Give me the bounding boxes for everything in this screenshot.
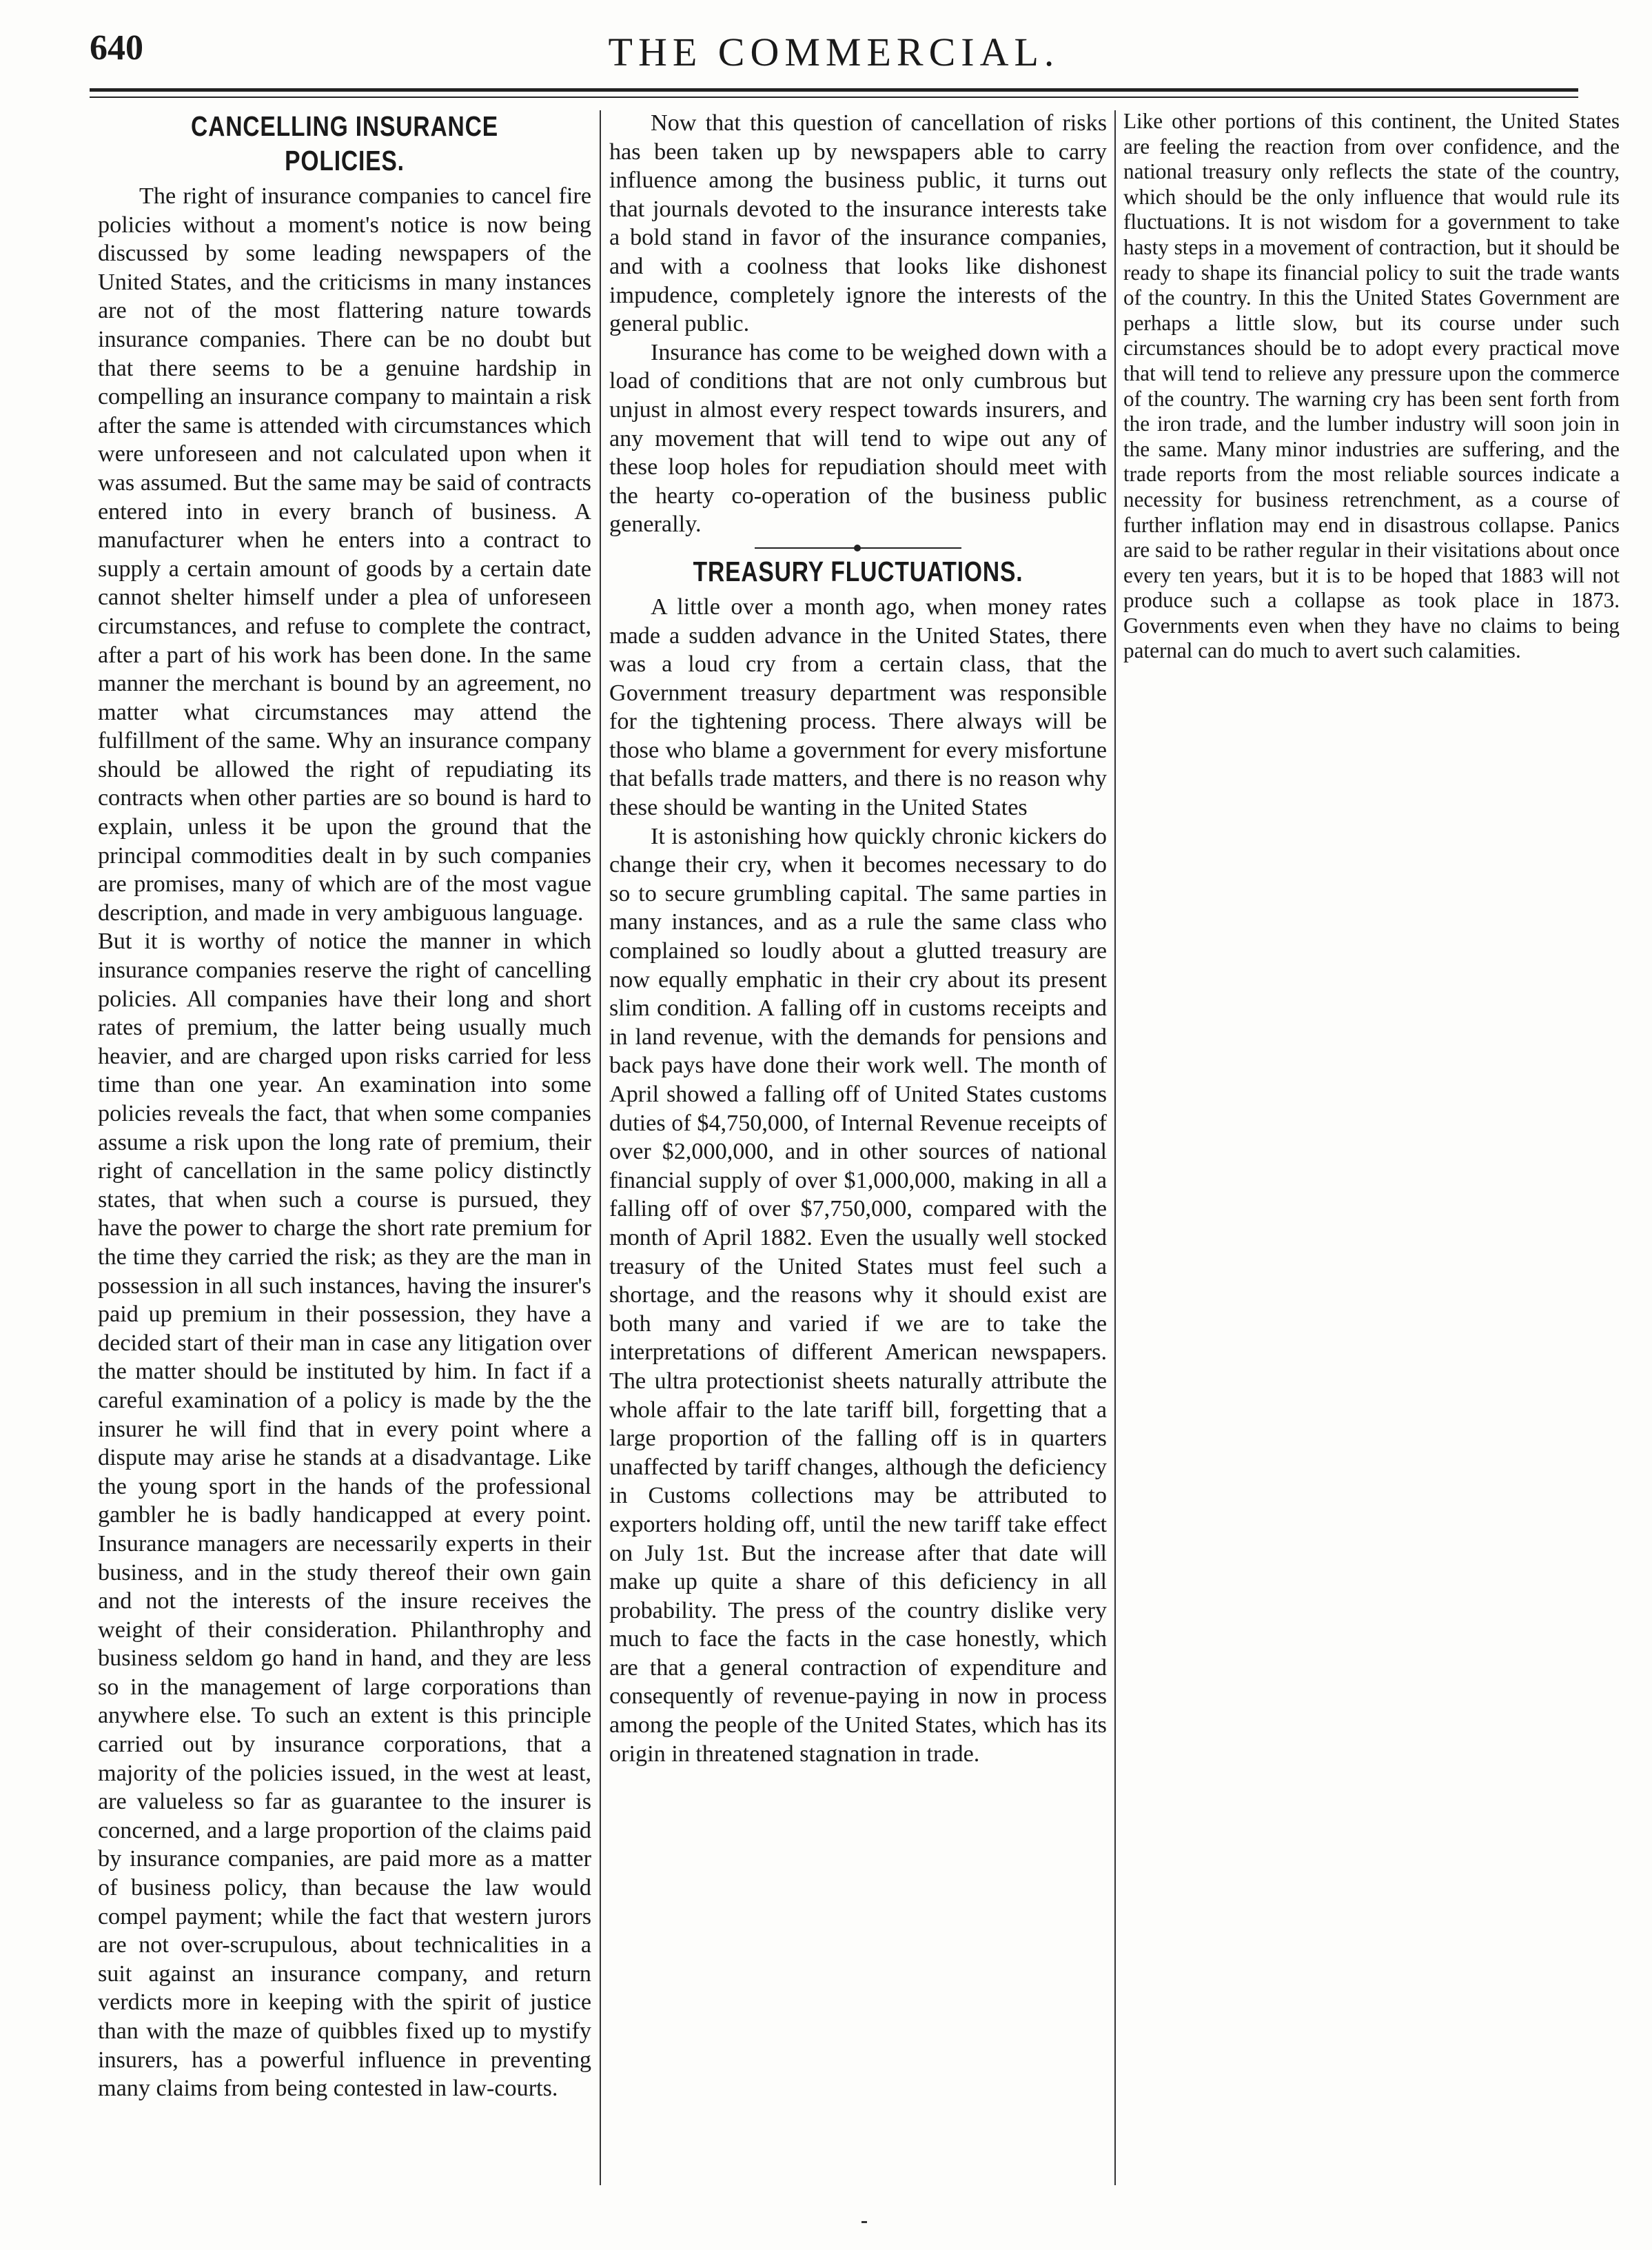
column-divider (600, 110, 601, 2185)
publication-title: THE COMMERCIAL. (608, 30, 1060, 74)
article-headline: TREASURY FLUCTUATIONS. (693, 555, 1023, 587)
article-headline: CANCELLING INSURANCE POLICIES. (190, 110, 499, 176)
column-2 (609, 109, 1107, 2184)
article-paragraph: But it is worthy of notice the manner in which insurance companies reserve the right of cancelling policies. All companies have their long and short rates of premium, the latter being usually much heavier, and are charged upon risks carried for less time than one year. An examination into some policies reveals the fact, that when some companies assume a risk upon the long rate of premium, their right of cancellation in the same policy distinctly states, that when such a course is pursued, they have the power to charge the short rate premium for the time they carried the risk; as they are the man in possession in all such instances, having the insurer's paid up premium in their possession, they have a decided start of their man in case any litigation over the matter should be instituted by him. In fact if a careful examination of a policy is made by the the insurer he will find that in every point where a dispute may arise he stands at a disadvantage. Like the young sport in the hands of the professional gambler he is badly handicapped at every point. Insurance managers are necessarily experts in their business, and in the study thereof their own gain and not the interests of the insure receives the weight of their consideration. Philanthrophy and business seldom go hand in hand, and they are less so in the management of large corporations than anywhere else. To such an extent is this principle carried out by insurance corporations, that a majority of the policies issued, in the west at least, are valueless so far as guarantee to the insurer is concerned, and a large proportion of the claims paid by insurance companies, are paid more as a matter of business policy, than because the law would compel payment; while the fact that western jurors are not over-scrupulous, about technicalities in a suit against an insurance company, and return verdicts more in keeping with the spirit of justice than with the maze of quibbles fixed up to mystify insurers, has a powerful influence in preventing many claims from being contested in law-courts. (98, 929, 591, 2102)
article-paragraph: It is astonishing how quickly chronic kickers do change their cry, when it becomes necessary to do so to secure grumbling capital. The same parties in many instances, and as a rule the same class who complained so loudly about a glutted treasury are now equally emphatic in their cry about its present slim condition. A falling off in customs receipts and in land revenue, with the demands for pensions and back pays have done their work well. The month of April showed a falling off of United States customs duties of $4,750,000, of Internal Revenue receipts of over $2,000,000, and in other sources of national financial supply of over $1,000,000, making in all a falling off of over $7,750,000, compared with the month of April 1882. Even the usually well stocked treasury of the United States must feel such a shortage, and the reasons why it should exist are both many and varied if we are to take the interpretations of different American newspapers. The ultra protectionist sheets naturally attribute the whole affair to the late tariff bill, forgetting that a large proportion of the falling off is in quarters unaffected by tariff changes, although the deficiency in Customs collections may be attributed to exporters holding off, until the new tariff take effect on July 1st. But the increase after that date will make up quite a share of this deficiency in all probability. The press of the country dislike very much to face the facts in the case honestly, which are that a general contraction of expenditure and consequently of revenue-paying in now in process among the people of the United States, which has its origin in threatened stagnation in trade. (609, 823, 1107, 1767)
header-rule (90, 88, 1578, 92)
page-header (90, 21, 1578, 97)
column-divider (1114, 110, 1116, 2185)
header-rule-thin (90, 97, 1578, 98)
column-1 (98, 109, 591, 2184)
article-paragraph: A little over a month ago, when money rates made a sudden advance in the United States, there was a loud cry from a certain class, that the Government treasury department was responsible for the tightening process. There always will be those who blame a government for every misfortune that befalls trade matters, and there is no reason why these should be wanting in the United States (609, 594, 1107, 821)
article-paragraph: Like other portions of this continent, the United States are feeling the reaction from over confidence, and the national treasury only reflects the state of the country, which should be the only influence that would rule its fluctuations. It is not wisdom for a government to take hasty steps in a movement of contraction, but it should be ready to shape its financial policy to suit the trade wants of the country. In this the United States Government are perhaps a little slow, but its course under such circumstances should be to adopt every practical move that will tend to relieve any pressure upon the commerce of the country. The warning cry has been sent forth from the iron trade, and the lumber industry will soon join in the same. Many minor industries are suffering, and the trade reports from the most reliable sources indicate a necessity for business retrenchment, as a course of further inflation may end in disastrous collapse. Panics are said to be rather regular in their visitations about once every ten years, but it is to be hoped that 1883 will not produce such a collapse as took place in 1873. Governments even when they have no claims to being paternal can do much to avert such calamities. (1123, 109, 1620, 663)
article-paragraph: Insurance has come to be weighed down with a load of conditions that are not only cumbrous but unjust in almost every respect towards insurers, and any movement that will tend to wipe out any of these loop holes for repudiation should meet with the hearty co-operation of the business public generally. (609, 339, 1107, 538)
printer-mark (861, 2221, 867, 2223)
article-paragraph: Now that this question of cancellation of risks has been taken up by newspapers able to carry influence among the business public, it turns out that journals devoted to the insurance interests take a bold stand in favor of the insurance companies, and with a coolness that looks like dishonest impudence, completely ignore the interests of the general public. (609, 110, 1107, 337)
article-paragraph: The right of insurance companies to cancel fire policies without a moment's notice is now being discussed by some leading newspapers of the United States, and the criticisms in many instances are not of the most flattering nature towards insurance companies. There can be no doubt but that there seems to be a genuine hardship in compelling an insurance company to maintain a risk after the same is attended with circumstances which were unforeseen and not calculated upon when it was assumed. But the same may be said of contracts entered into in every branch of business. A manufacturer when he enters into a contract to supply a certain amount of goods by a certain date cannot shelter himself under a plea of unforeseen circumstances, and refuse to complete the contract, after a part of his work has been done. In the same manner the merchant is bound by an agreement, no matter what circumstances may attend the fulfillment of the same. Why an insurance company should be allowed the right of repudiating its contracts when other parties are so bound is hard to explain, unless it be upon the ground that the principal commodities dealt in by such companies are promises, many of which are of the most vague description, and made in very ambiguous language. (98, 183, 591, 926)
article-divider (755, 547, 961, 549)
column-3 (1123, 109, 1620, 2184)
page-number: 640 (90, 28, 143, 68)
